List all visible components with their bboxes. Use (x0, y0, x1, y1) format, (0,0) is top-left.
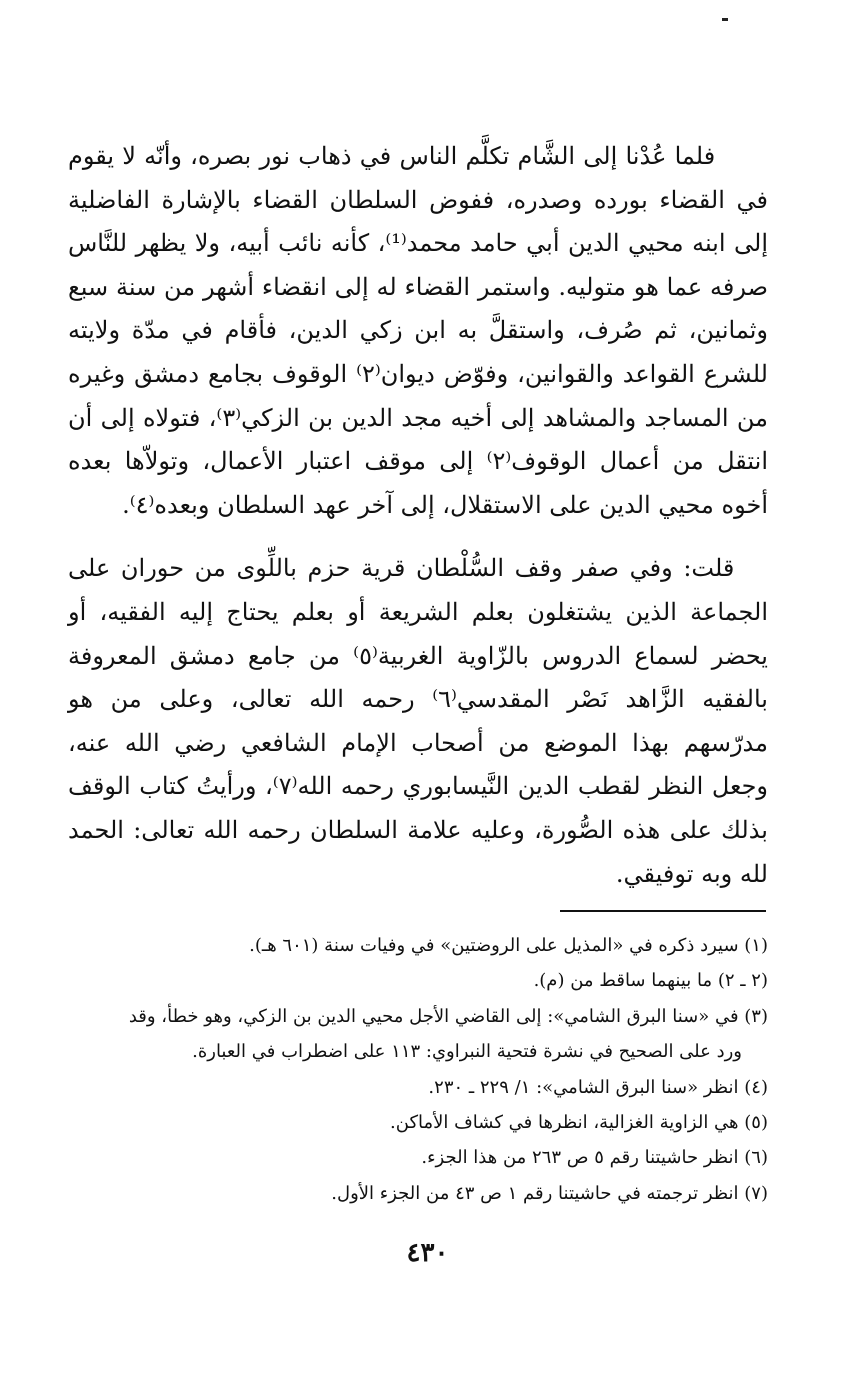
paragraph: قلت: وفي صفر وقف السُّلْطان قرية حزم باللِّوى من حوران على الجماعة الذين يشتغلون بعلم الشريعة أو بعلم يحتاج إليه الفقيه، أو يحضر لسماع الدروس بالزّاوية الغربية⁽٥⁾ من جامع دمشق المعروفة بالفقيه الزَّاهد نَصْر المقدسي⁽٦⁾ رحمه الله تعالى، وعلى من هو مدرّسهم بهذا الموضع من أصحاب الإمام الشافعي رضي الله عنه، وجعل النظر لقطب الدين النَّيسابوري رحمه الله⁽٧⁾، ورأيتُ كتاب الوقف بذلك على هذه الصُّورة، وعليه علامة السلطان رحمه الله تعالى: الحمد لله وبه توفيقي. (68, 554, 768, 888)
footnote-continuation: ورد على الصحيح في نشرة فتحية النبراوي: ١١٣ على اضطراب في العبارة. (192, 1041, 742, 1063)
footnote: (٦) انظر حاشيتنا رقم ٥ ص ٢٦٣ من هذا الجزء. (421, 1147, 768, 1169)
footnote: (٧) انظر ترجمته في حاشيتنا رقم ١ ص ٤٣ من الجزء الأول. (331, 1182, 768, 1204)
corner-mark (722, 18, 728, 21)
footnote: (٤) انظر «سنا البرق الشامي»: ١/ ٢٢٩ ـ ٢٣٠. (428, 1076, 768, 1098)
paragraph: فلما عُدْنا إلى الشَّام تكلَّم الناس في ذهاب نور بصره، وأنّه لا يقوم في القضاء بورده وصدره، ففوض السلطان القضاء بالإشارة الفاضلية إلى ابنه محيي الدين أبي حامد محمد⁽¹⁾، كأنه نائب أبيه، ولا يظهر للنَّاس صرفه عما هو متوليه. واستمر القضاء له إلى انقضاء أشهر من سنة سبع وثمانين، ثم صُرف، واستقلَّ به ابن زكي الدين، فأقام في مدّة ولايته للشرع القواعد والقوانين، وفوّض ديوان⁽٢⁾ الوقوف بجامع دمشق وغيره من المساجد والمشاهد إلى أخيه مجد الدين بن الزكي⁽٣⁾، فتولاه إلى أن انتقل من أعمال الوقوف⁽٢⁾ إلى موقف اعتبار الأعمال، وتولاّها بعده أخوه محيي الدين على الاستقلال، إلى آخر عهد السلطان وبعده⁽٤⁾. (68, 142, 769, 519)
footnote: (٢ ـ ٢) ما بينهما ساقط من (م). (533, 970, 768, 992)
footnote-separator (560, 910, 766, 912)
footnotes (68, 928, 768, 1211)
page-number: ٤٣٠ (406, 1238, 449, 1268)
main-text (68, 135, 768, 896)
footnote: (٥) هي الزاوية الغزالية، انظرها في كشاف الأماكن. (390, 1112, 768, 1134)
footnote: (٣) في «سنا البرق الشامي»: إلى القاضي الأجل محيي الدين بن الزكي، وهو خطأ، وقد (128, 1005, 768, 1027)
footnote: (١) سيرد ذكره في «المذيل على الروضتين» في وفيات سنة (٦٠١ هـ). (249, 935, 768, 956)
